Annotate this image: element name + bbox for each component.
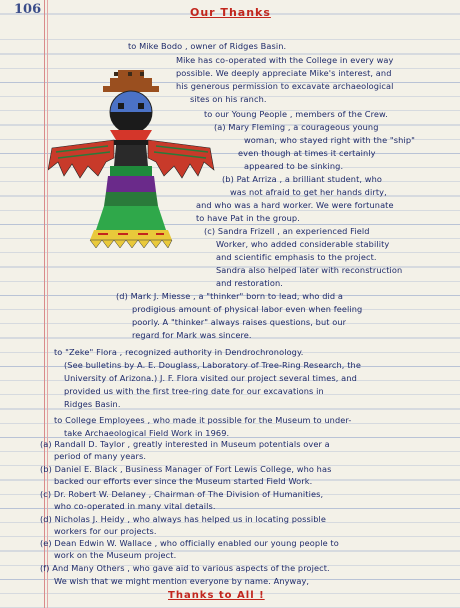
page-title: Our Thanks [190, 6, 271, 19]
line-22: poorly. A "thinker" always raises questions, but our [132, 317, 347, 327]
line-5: sites on his ranch. [190, 94, 267, 104]
line-2: Mike has co-operated with the College in every way [176, 55, 394, 65]
line-30: take Archaeological Field Work in 1969. [64, 428, 230, 438]
line-14: to have Pat in the group. [196, 213, 300, 223]
line-28: Ridges Basin. [64, 399, 121, 409]
line-39: (e) Dean Edwin W. Wallace , who officially enabled our young people to [40, 538, 339, 548]
line-31: (a) Randall D. Taylor , greatly interested in Museum potentials over a [40, 439, 330, 449]
line-18: Sandra also helped later with reconstruction [216, 265, 403, 275]
line-6: to our Young People , members of the Crew. [204, 109, 388, 119]
line-29: to College Employees , who made it possible for the Museum to under- [54, 415, 352, 425]
line-20: (d) Mark J. Miesse , a "thinker" born to lead, who did a [116, 291, 343, 301]
line-37: (d) Nicholas J. Heidy , who always has helped us in locating possible [40, 514, 327, 524]
page-number: 106 [14, 2, 42, 17]
line-23: regard for Mark was sincere. [132, 330, 252, 340]
line-16: Worker, who added considerable stability [216, 239, 390, 249]
line-13: and who was a hard worker. We were fortunate [196, 200, 394, 210]
line-3: possible. We deeply appreciate Mike's interest, and [176, 68, 392, 78]
line-12: was not afraid to get her hands dirty, [230, 187, 387, 197]
line-24: to "Zeke" Flora , recognized authority in Dendrochronology. [54, 347, 304, 357]
line-1: to Mike Bodo , owner of Ridges Basin. [128, 41, 287, 51]
line-7: (a) Mary Fleming , a courageous young [214, 122, 379, 132]
line-15: (c) Sandra Frizell , an experienced Field [204, 226, 370, 236]
closing-thanks: Thanks to All ! [168, 590, 265, 601]
line-25: (See bulletins by A. E. Douglass, Laboratory of Tree-Ring Research, the [64, 360, 361, 370]
line-11: (b) Pat Arriza , a brilliant student, who [222, 174, 382, 184]
line-36: who co-operated in many vital details. [54, 501, 216, 511]
line-4: his generous permission to excavate archaeological [176, 81, 394, 91]
line-35: (c) Dr. Robert W. Delaney , Chairman of The Division of Humanities, [40, 489, 324, 499]
line-33: (b) Daniel E. Black , Business Manager of Fort Lewis College, who has [40, 464, 332, 474]
line-42: We wish that we might mention everyone by name. Anyway, [54, 576, 310, 586]
line-9: even though at times it certainly [238, 148, 376, 158]
line-17: and scientific emphasis to the project. [216, 252, 377, 262]
line-38: workers for our projects. [54, 526, 157, 536]
line-27: provided us with the first tree-ring date for our excavations in [64, 386, 324, 396]
line-19: and restoration. [216, 278, 283, 288]
line-41: (f) And Many Others , who gave aid to various aspects of the project. [40, 563, 330, 573]
line-32: period of many years. [54, 451, 147, 461]
line-10: appeared to be sinking. [244, 161, 344, 171]
line-34: backed our efforts ever since the Museum started Field Work. [54, 476, 313, 486]
line-26: University of Arizona.) J. F. Flora visited our project several times, and [64, 373, 357, 383]
line-40: work on the Museum project. [54, 550, 177, 560]
line-8: woman, who stayed right with the "ship" [244, 135, 415, 145]
line-21: prodigious amount of physical labor even when feeling [132, 304, 363, 314]
